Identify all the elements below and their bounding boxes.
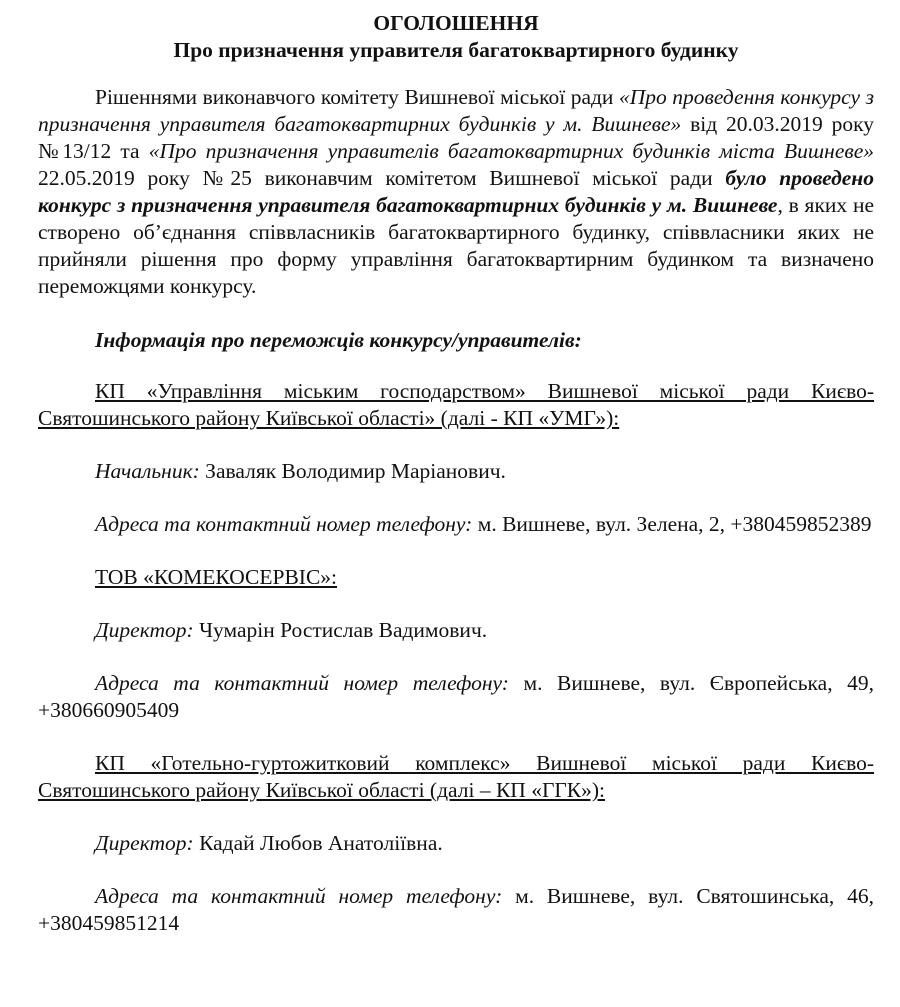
document-subtitle: Про призначення управителя багатоквартирного будинку (173, 38, 739, 62)
person-name: Кадай Любов Анатоліївна. (193, 831, 443, 855)
winner-org-name: КП «Управління міським господарством» Вишневої міської ради Києво-Святошинського району Київської області» (далі - КП «УМГ»): (38, 379, 874, 430)
address-label: Адреса та контактний номер телефону: (95, 671, 509, 695)
winner-head (38, 830, 874, 857)
address-label: Адреса та контактний номер телефону: (95, 884, 503, 908)
role-label: Директор: (95, 831, 194, 855)
winner-head (38, 458, 874, 485)
address-value: м. Вишневе, вул. Зелена, 2, +380459852389 (472, 512, 872, 536)
intro-text-1: Рішеннями виконавчого комітету Вишневої міської ради (95, 85, 619, 109)
announcement-document (38, 10, 874, 937)
intro-text-4: , в яких не створено об’єднання співвласників багатоквартирного будинку, співвласники яких не прийняли рішення про форму управління багатоквартирним будинком та визначено переможцями конкурсу. (38, 193, 874, 298)
winner-org-name: КП «Готельно-гуртожитковий комплекс» Вишневої міської ради Києво-Святошинського району Київської області (далі – КП «ГГК»): (38, 751, 874, 802)
intro-paragraph (38, 84, 874, 300)
decision-title-2: «Про призначення управителів багатоквартирних будинків міста Вишневе» (148, 139, 875, 163)
winner-org-name: ТОВ «КОМЕКОСЕРВІС»: (95, 565, 338, 589)
winner-address (38, 883, 874, 937)
person-name: Чумарін Ростислав Вадимович. (193, 618, 488, 642)
winner-address (38, 511, 874, 538)
address-value: м. Вишневе, вул. Святошинська, 46, +380459851214 (38, 884, 874, 935)
role-label: Директор: (95, 618, 194, 642)
intro-text-3: 22.05.2019 року №25 виконавчим комітетом Вишневої міської ради (38, 166, 726, 190)
winners-heading: Інформація про переможців конкурсу/управителів: (95, 328, 582, 352)
winner-head (38, 617, 874, 644)
winner-address (38, 670, 874, 724)
decision-title-1: «Про проведення конкурсу з призначення управителя багатоквартирних будинків у м. Вишневе» (38, 85, 875, 136)
role-label: Начальник: (95, 459, 200, 483)
address-value: м. Вишневе, вул. Європейська, 49, +380660905409 (38, 671, 874, 722)
document-title: ОГОЛОШЕННЯ (373, 11, 539, 35)
intro-text-2: від 20.03.2019 року №13/12 та (38, 112, 874, 163)
person-name: Заваляк Володимир Маріанович. (199, 459, 506, 483)
intro-emphasis: було проведено конкурс з призначення управителя багатоквартирних будинків у м. Вишневе (38, 166, 874, 217)
address-label: Адреса та контактний номер телефону: (95, 512, 473, 536)
